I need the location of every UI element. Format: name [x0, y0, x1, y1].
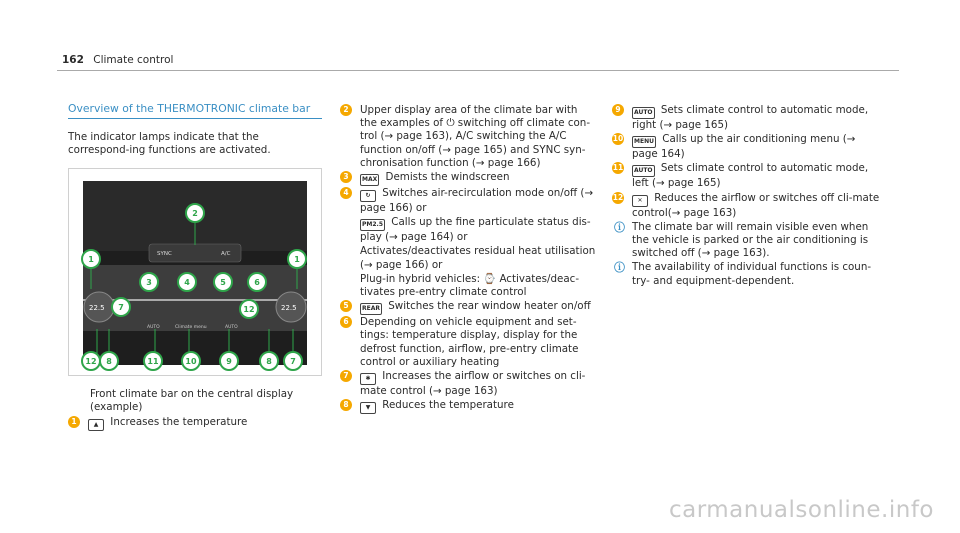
fan-up-icon: ✱ [360, 373, 376, 385]
auto-icon: AUTO [632, 107, 655, 119]
recirculation-icon: ↻ [360, 190, 376, 202]
info-icon: ⓘ [614, 220, 625, 234]
top-label-sync: SYNC [157, 250, 172, 257]
callout-7-mid: 7 [118, 302, 124, 312]
item-text: Calls up the air conditioning menu (→ page 164) [632, 133, 856, 161]
callout-2: 2 [192, 208, 198, 218]
callout-12-bottom: 12 [85, 356, 97, 366]
item-number-badge: 10 [612, 134, 624, 144]
list-item [340, 171, 596, 186]
item-number-badge: 4 [340, 187, 352, 199]
figure-caption: Front climate bar on the central display (example) [90, 387, 294, 413]
item-text: Sets climate control to automatic mode, right (→ page 165) [632, 104, 869, 131]
callout-6: 6 [254, 277, 260, 287]
list-item [68, 416, 322, 431]
info-icon: ⓘ [614, 261, 625, 275]
rear-defrost-icon: REAR [360, 303, 382, 315]
list-item [340, 316, 596, 369]
auto-icon: AUTO [632, 165, 655, 177]
bottom-label-climate-menu: Climate menu [175, 324, 207, 330]
list-item [612, 162, 880, 190]
list-item [340, 273, 596, 299]
bottom-label-auto-right: AUTO [225, 324, 238, 330]
top-label-ac: A/C [221, 250, 231, 257]
bottom-label-auto-left: AUTO [147, 324, 160, 330]
callout-9: 9 [226, 356, 232, 366]
callout-1-left: 1 [88, 254, 94, 264]
middle-column [340, 104, 596, 415]
callout-4: 4 [184, 277, 190, 287]
note-text: The climate bar will remain visible even when the vehicle is parked or the air conditioning is switched off (→ page 163). [632, 220, 869, 260]
item-text: Depending on vehicle equipment and set-tings: temperature display, display for the defrost function, airflow, pre-entry climate control or auxiliary heating [360, 316, 579, 368]
item-number-badge: 7 [340, 370, 352, 382]
callout-8-right: 8 [266, 356, 272, 366]
item-text: Demists the windscreen [385, 171, 510, 184]
climate-menu-icon: MENU [632, 136, 656, 148]
section-name: Climate control [93, 54, 174, 66]
item-text: Increases the temperature [110, 416, 248, 429]
item-number-badge: 6 [340, 316, 352, 328]
right-temp: 22.5 [281, 303, 297, 312]
section-title: Overview of the THERMOTRONIC climate bar [68, 102, 322, 119]
intro-text: The indicator lamps indicate that the correspond-ing functions are activated. [68, 131, 271, 157]
list-item [340, 370, 596, 398]
list-item [340, 300, 596, 315]
item-text: Increases the airflow or switches on cli-mate control (→ page 163) [360, 370, 586, 398]
list-item [340, 216, 596, 244]
page-number: 162 [62, 54, 84, 66]
list-item [612, 133, 880, 161]
item-text: Reduces the airflow or switches off cli-mate control(→ page 163) [632, 191, 880, 219]
callout-11: 11 [147, 356, 159, 366]
item-number-badge: 2 [340, 104, 352, 116]
fine-particulate-icon: PM2.5 [360, 219, 385, 231]
left-temp: 22.5 [89, 303, 105, 312]
watermark: carmanualsonline.info [668, 497, 934, 523]
temperature-down-icon: ▼ [360, 402, 376, 414]
page-header [62, 54, 173, 66]
callout-10: 10 [185, 356, 197, 366]
callout-1-right: 1 [294, 254, 300, 264]
list-item [340, 245, 596, 271]
list-item [612, 104, 880, 132]
callout-8-left: 8 [106, 356, 112, 366]
fan-off-icon: ✕ [632, 195, 648, 207]
item-text: Upper display area of the climate bar with the examples of ⏻ switching off climate con-trol (→ page 163), A/C switching the A/C function on/off (→ page 165) and SYNC syn-chronisation function (→ page 166) [360, 104, 591, 169]
note [612, 261, 880, 287]
item-number-badge: 3 [340, 171, 352, 183]
climate-bar-illustration [69, 169, 321, 375]
defrost-max-icon: MAX [360, 174, 379, 186]
item-text: Activates/deactivates residual heat utilisation (→ page 166) or [360, 245, 596, 271]
item-text: Switches the rear window heater on/off [388, 300, 591, 313]
item-text: Calls up the fine particulate status dis-play (→ page 164) or [360, 216, 591, 244]
note [612, 221, 880, 261]
left-column [68, 102, 322, 432]
list-item [612, 192, 880, 220]
item-number-badge: 9 [612, 104, 624, 116]
callout-3: 3 [146, 277, 152, 287]
callout-7-bottom: 7 [290, 356, 296, 366]
right-column [612, 104, 880, 289]
list-item [340, 399, 596, 414]
item-number-badge: 12 [612, 192, 624, 202]
item-text: Reduces the temperature [382, 399, 514, 412]
item-number-badge: 1 [68, 416, 80, 428]
item-text: Sets climate control to automatic mode, left (→ page 165) [632, 162, 869, 190]
header-divider [57, 70, 899, 71]
list-item [340, 187, 596, 215]
item-number-badge: 11 [612, 163, 624, 173]
list-item [340, 104, 596, 170]
climate-bar-figure [68, 168, 322, 376]
callout-12-mid: 12 [243, 304, 255, 314]
item-text: Plug-in hybrid vehicles: ⌚ Activates/deac-tivates pre-entry climate control [360, 272, 580, 299]
temperature-up-icon: ▲ [88, 419, 104, 431]
note-text: The availability of individual functions is coun-try- and equipment-dependent. [632, 261, 872, 287]
item-number-badge: 5 [340, 300, 352, 312]
item-text: Switches air-recirculation mode on/off (→ page 166) or [360, 187, 594, 215]
callout-5: 5 [220, 277, 226, 287]
item-number-badge: 8 [340, 399, 352, 411]
